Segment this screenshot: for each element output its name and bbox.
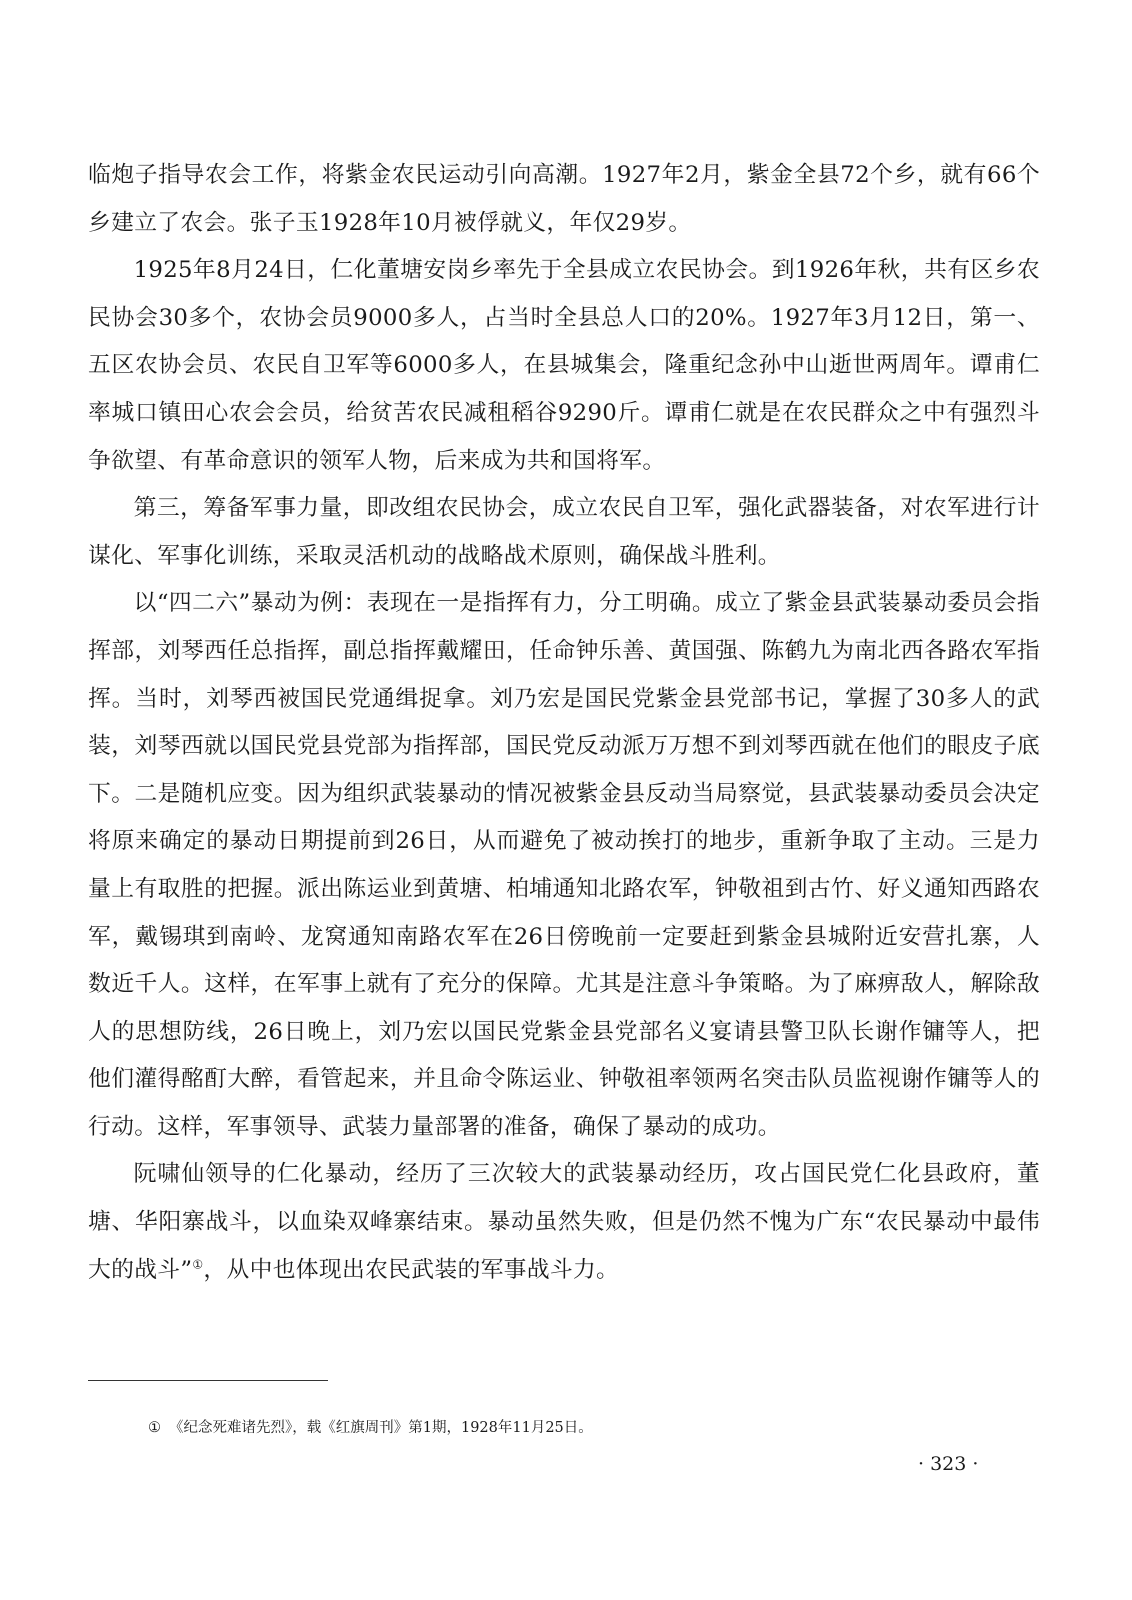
paragraph-renhua-uprising-text: 阮啸仙领导的仁化暴动，经历了三次较大的武装暴动经历，攻占国民党仁化县政府，董塘、华阳寨战斗，以血染双峰寨结束。暴动虽然失败，但是仍然不愧为广东“农民暴动中最伟大的战斗” — [88, 1161, 1040, 1283]
paragraph-renhua-uprising-tail: ，从中也体现出农民武装的军事战斗力。 — [203, 1256, 620, 1283]
paragraph-renhua-farmers-association: 1925年8月24日，仁化董塘安岗乡率先于全县成立农民协会。到1926年秋，共有区乡农民协会30多个，农协会员9000多人，占当时全县总人口的20%。1927年3月12日，第一、五区农协会员、农民自卫军等6000多人，在县城集会，隆重纪念孙中山逝世两周年。谭甫仁率城口镇田心农会会员，给贫苦农民减租稻谷9290斤。谭甫仁就是在农民群众之中有强烈斗争欲望、有革命意识的领军人物，后来成为共和国将军。 — [88, 257, 1040, 474]
footnote — [148, 1418, 593, 1438]
page-number: · 323 · — [918, 1453, 979, 1475]
footnote-text: 《纪念死难诸先烈》，载《红旗周刊》第1期，1928年11月25日。 — [169, 1420, 593, 1436]
footnote-mark: ① — [148, 1420, 161, 1436]
paragraph-april-26-uprising: 以“四二六”暴动为例：表现在一是指挥有力，分工明确。成立了紫金县武装暴动委员会指挥部，刘琴西任总指挥，副总指挥戴耀田，任命钟乐善、黄国强、陈鹤九为南北西各路农军指挥。当时，刘琴西被国民党通缉捉拿。刘乃宏是国民党紫金县党部书记，掌握了30多人的武装，刘琴西就以国民党县党部为指挥部，国民党反动派万万想不到刘琴西就在他们的眼皮子底下。二是随机应变。因为组织武装暴动的情况被紫金县反动当局察觉，县武装暴动委员会决定将原来确定的暴动日期提前到26日，从而避免了被动挨打的地步，重新争取了主动。三是力量上有取胜的把握。派出陈运业到黄塘、柏埔通知北路农军，钟敬祖到古竹、好义通知西路农军，戴锡琪到南岭、龙窝通知南路农军在26日傍晚前一定要赶到紫金县城附近安营扎寨，人数近千人。这样，在军事上就有了充分的保障。尤其是注意斗争策略。为了麻痹敌人，解除敌人的思想防线，26日晚上，刘乃宏以国民党紫金县党部名义宴请县警卫队长谢作镛等人，把他们灌得酩酊大醉，看管起来，并且命令陈运业、钟敬祖率领两名突击队员监视谢作镛等人的行动。这样，军事领导、武装力量部署的准备，确保了暴动的成功。 — [88, 590, 1040, 1140]
footnote-reference-mark[interactable]: ① — [192, 1257, 204, 1272]
page-body — [88, 152, 1040, 1294]
paragraph-continued: 临炮子指导农会工作，将紫金农民运动引向高潮。1927年2月，紫金全县72个乡，就有66个乡建立了农会。张子玉1928年10月被俘就义，年仅29岁。 — [88, 162, 1040, 236]
paragraph-renhua-uprising — [88, 1151, 1040, 1294]
paragraph-military-preparation: 第三，筹备军事力量，即改组农民协会，成立农民自卫军，强化武器装备，对农军进行计谋化、军事化训练，采取灵活机动的战略战术原则，确保战斗胜利。 — [88, 495, 1040, 569]
footnote-divider — [88, 1380, 328, 1381]
